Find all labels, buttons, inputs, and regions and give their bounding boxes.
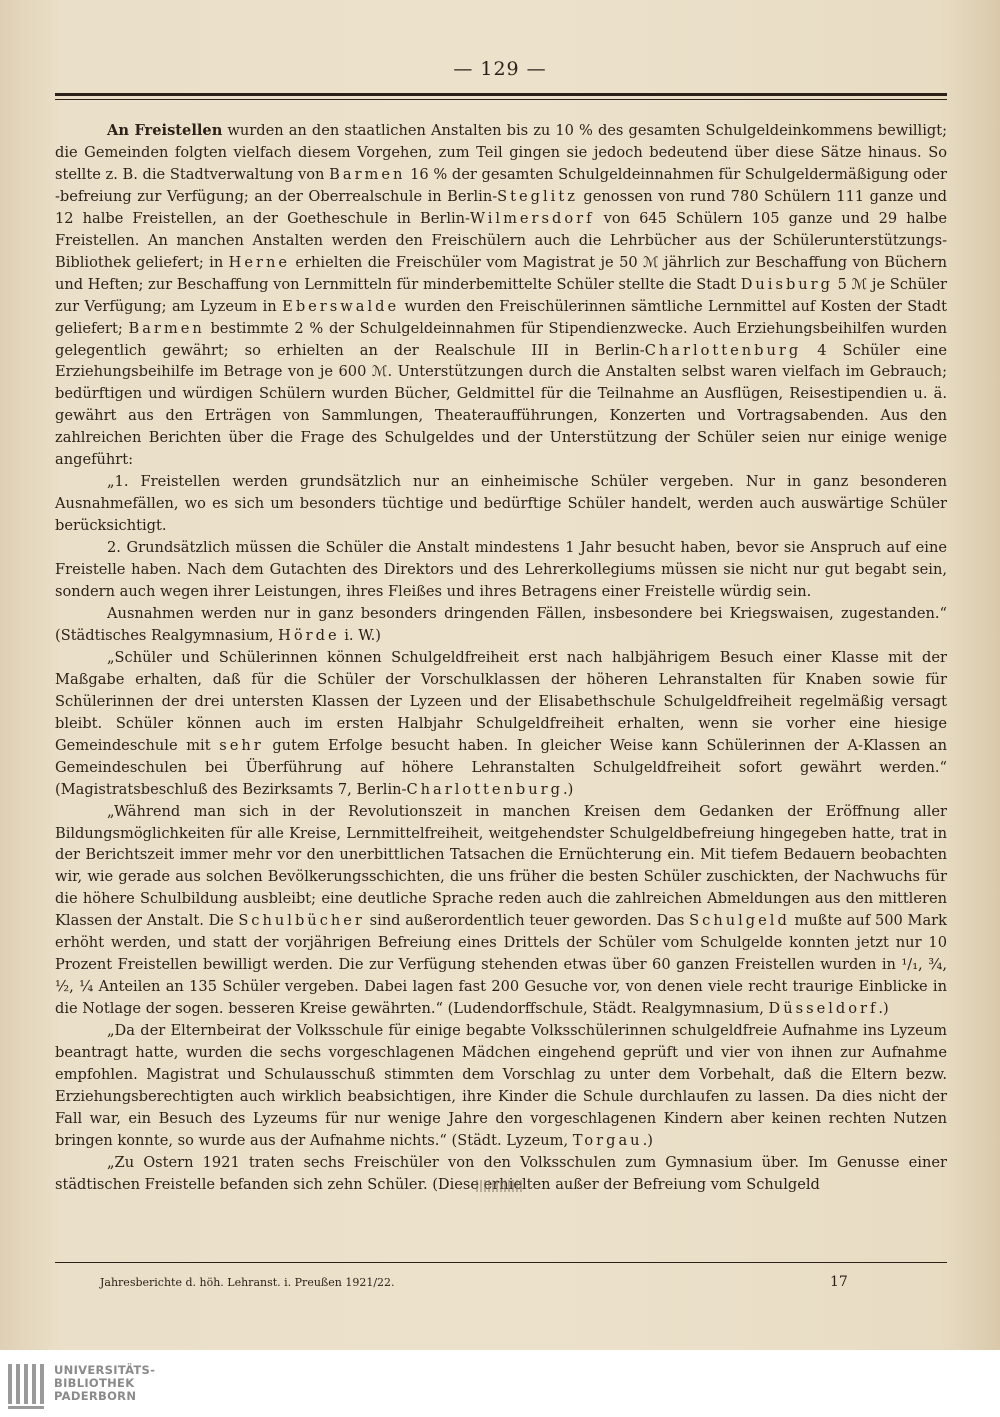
text-run: 16 % der gesamten Schulgeldeinnahmen für Schulgeldermäßigung oder -befreiung zur Verfügung; an der Oberrealschule in Berlin- (55, 165, 947, 205)
text-run: i. W.) (339, 626, 381, 644)
text-run: 2. Grundsätzlich müssen die Schüler die Anstalt mindestens 1 Jahr besucht haben, bevor sie Anspruch auf eine Freistelle haben. Nach dem Gutachten des Direktors und des Lehrerkollegiums müssen sie nicht nur gut begabt sein, sondern auch wegen ihrer Leistungen, ihres Fleißes und ihres Betragens einer Freistelle würdig sein. (55, 539, 947, 601)
text-run: „Da der Elternbeirat der Volksschule für einige begabte Volksschülerinnen schulgeldfreie Aufnahme ins Lyzeum beantragt hatte, wurden die sechs vorgeschlagenen Mädchen eingehend geprüft und vier von ihnen zur Aufnahme empfohlen. Magistrat und Schulausschuß stimmten dem Vorschlag zu unter dem Vorbehalt, daß die Eltern bezw. Erziehungsberechtigten auch wirklich beabsichtigen, ihre Kinder die Schule durchlaufen zu lassen. Da dies nicht der Fall war, ein Besuch des Lyzeums für nur wenige Jahre den vorgeschlagenen Kindern aber keinen rechten Nutzen bringen konnte, so wurde aus der Aufnahme nichts.“ (Städt. Lyzeum, (55, 1022, 947, 1149)
library-logo-line: BIBLIOTHEK (54, 1376, 135, 1390)
footer-rule (55, 1262, 947, 1263)
spaced-emphasis: Charlottenburg (644, 341, 802, 359)
page-number: — 129 — (453, 58, 547, 80)
footer-source: Jahresberichte d. höh. Lehranst. i. Preußen 1921/22. (100, 1276, 395, 1289)
ink-smudge (476, 1180, 522, 1192)
library-logo-line: PADERBORN (54, 1389, 137, 1403)
text-run: bestimmte 2 % der Schulgeldeinnahmen für Stipendienzwecke. Auch Erziehungsbeihilfen wurden gelegentlich gewährt; so erhielten an der Realschule III in Berlin- (55, 319, 947, 359)
text-run: .) (642, 1131, 653, 1149)
library-logo-text (54, 1364, 155, 1403)
text-run: „Schüler und Schülerinnen können Schulgeldfreiheit erst nach halbjährigem Besuch einer Klasse mit der Maßgabe erhalten, daß für die Schüler der Vorschulklassen der höheren Lehranstalten für Knaben sowie für Schülerinnen der drei untersten Klassen der Lyzeen und der Elisabethschule Schulgeldfreiheit regelmäßig versagt bleibt. Schüler können auch im ersten Halbjahr Schulgeldfreiheit erhalten, wenn sie vorher eine hiesige Gemeindeschule mit (55, 648, 947, 754)
library-logo-line: UNIVERSITÄTS- (54, 1363, 156, 1377)
spaced-emphasis: Torgau (572, 1131, 643, 1149)
paragraph (55, 603, 947, 647)
spaced-emphasis: Barmen (128, 319, 205, 337)
spaced-emphasis: Herne (228, 253, 291, 271)
paragraph (55, 1020, 947, 1152)
spaced-emphasis: Barmen (329, 165, 406, 183)
text-run: .) (878, 1000, 889, 1018)
text-run: genossen von rund 780 Schülern 111 ganze und 12 halbe Freistellen, an der Goetheschule in Berlin- (55, 187, 947, 227)
text-run: erhielten die Freischüler vom Magistrat je 50 ℳ jährlich zur Beschaffung von Büchern und Heften; zur Beschaffung von Lernmitteln für minderbemittelte Schüler stellte die Stadt (55, 253, 948, 293)
text-run: „Während man sich in der Revolutionszeit in manchen Kreisen dem Gedanken der Eröffnung aller Bildungsmöglichkeiten für alle Kreise, Lernmittelfreiheit, weitgehendster Schulgeldbefreiung hingegeben hatte, trat in der Berichtszeit immer mehr vor den unerbittlichen Tatsachen die Ernüchterung ein. Mit tiefem Bedauern beobachten wir, wie gerade aus solchen Bevölkerungsschichten, die uns früher die besten Schüler zuschickten, der Nachwuchs für die höhere Schulbildung ausbleibt; eine deutliche Sprache reden auch die zahlreichen Abmeldungen aus den mittleren Klassen der Anstalt. Die (55, 802, 947, 930)
spaced-emphasis: Steglitz (497, 187, 578, 205)
text-run: wurden an den staatlichen Anstalten bis zu 10 % des gesamten Schulgeldeinkommens bewilligt; die Gemeinden folgten vielfach diesem Vorgehen, zum Teil gingen sie jedoch bedeutend über diese Sätze hinaus. So stellte z. B. die Stadtverwaltung von (55, 122, 947, 183)
header-rule-thin (55, 99, 947, 100)
spaced-emphasis: sehr (219, 736, 264, 754)
bold-term: An (107, 122, 135, 139)
spaced-emphasis: Duisburg (740, 275, 834, 293)
spaced-emphasis: Schulbücher (238, 912, 365, 930)
paragraph (55, 471, 947, 537)
text-run: .) (563, 780, 574, 798)
bold-term: Freistellen (134, 122, 223, 139)
spaced-emphasis: Eberswalde (282, 297, 400, 315)
text-run: 4 Schüler eine Erziehungsbeihilfe im Betrage von je 600 ℳ. Unterstützungen durch die Anstalten selbst waren vielfach im Gebrauch; bedürftigen und würdigen Schülern wurden Bücher, Geldmittel für die Teilnahme an Ausflügen, Reisestipendien u. ä. gewährt aus den Erträgen von Sammlungen, Theateraufführungen, Konzerten und Vortragsabenden. Aus den zahlreichen Berichten über die Frage des Schulgeldes und der Unterstützung der Schüler seien nur einige wenige angeführt: (55, 341, 947, 469)
body-text (55, 120, 947, 1196)
paragraph (55, 801, 947, 1021)
text-run: mußte auf 500 Mark erhöht werden, und statt der vorjährigen Befreiung eines Drittels der Schüler vom Schulgelde konnten jetzt nur 10 Prozent Freistellen bewilligt werden. Die zur Verfügung stehenden etwas über 60 ganzen Freistellen wurden in ¹/₁, ¾, ½, ¼ Anteilen an 135 Schüler vergeben. Dabei lagen fast 200 Gesuche vor, von denen viele recht traurige Einblicke in die Notlage der sogen. besseren Kreise gewährten.“ (Ludendorffschule, Städt. Realgymnasium, (55, 912, 947, 1018)
text-run: „Zu Ostern 1921 traten sechs Freischüler von den Volksschulen zum Gymnasium über. Im Genusse einer städtischen Freistelle befanden sich zehn Schüler. (Diese erhielten außer der Befreiung vom Schulgeld (55, 1153, 947, 1193)
footer-sheet-number: 17 (830, 1274, 848, 1290)
paragraph (55, 120, 947, 471)
text-run: von 645 Schülern 105 ganze und 29 halbe Freistellen. An manchen Anstalten werden den Freischülern auch die Lehrbücher aus der Schülerunterstützungs-Bibliothek geliefert; in (55, 209, 948, 271)
text-run: gutem Erfolge besucht haben. In gleicher Weise kann Schülerinnen der A-Klassen an Gemeindeschulen bei Überführung auf höhere Lehranstalten Schulgeldfreiheit sofort gewährt werden.“ (Magistratsbeschluß des Bezirksamts 7, Berlin- (55, 736, 947, 798)
header-rule-thick (55, 93, 947, 96)
text-run: sind außerordentlich teuer geworden. Das (364, 912, 690, 930)
text-run: 5 ℳ je Schüler zur Verfügung; am Lyzeum in (55, 275, 947, 315)
library-logo-icon (6, 1362, 46, 1410)
spaced-emphasis: Charlottenburg (406, 780, 563, 798)
text-run: Ausnahmen werden nur in ganz besonders dringenden Fällen, insbesondere bei Kriegswaisen, zugestanden.“ (Städtisches Realgymnasium, (55, 604, 947, 644)
text-run: „1. Freistellen werden grundsätzlich nur an einheimische Schüler vergeben. Nur in ganz besonderen Ausnahmefällen, wo es sich um besonders tüchtige und bedürftige Schüler handelt, werden auch auswärtige Schüler berücksichtigt. (55, 473, 947, 535)
spaced-emphasis: Schulgeld (689, 912, 790, 930)
spaced-emphasis: Hörde (278, 626, 340, 644)
text-run: wurden den Freischülerinnen sämtliche Lernmittel auf Kosten der Stadt geliefert; (55, 297, 947, 337)
paragraph (55, 537, 947, 603)
paragraph (55, 647, 947, 801)
spaced-emphasis: Düsseldorf (768, 1000, 879, 1018)
spaced-emphasis: Wilmersdorf (470, 209, 595, 227)
